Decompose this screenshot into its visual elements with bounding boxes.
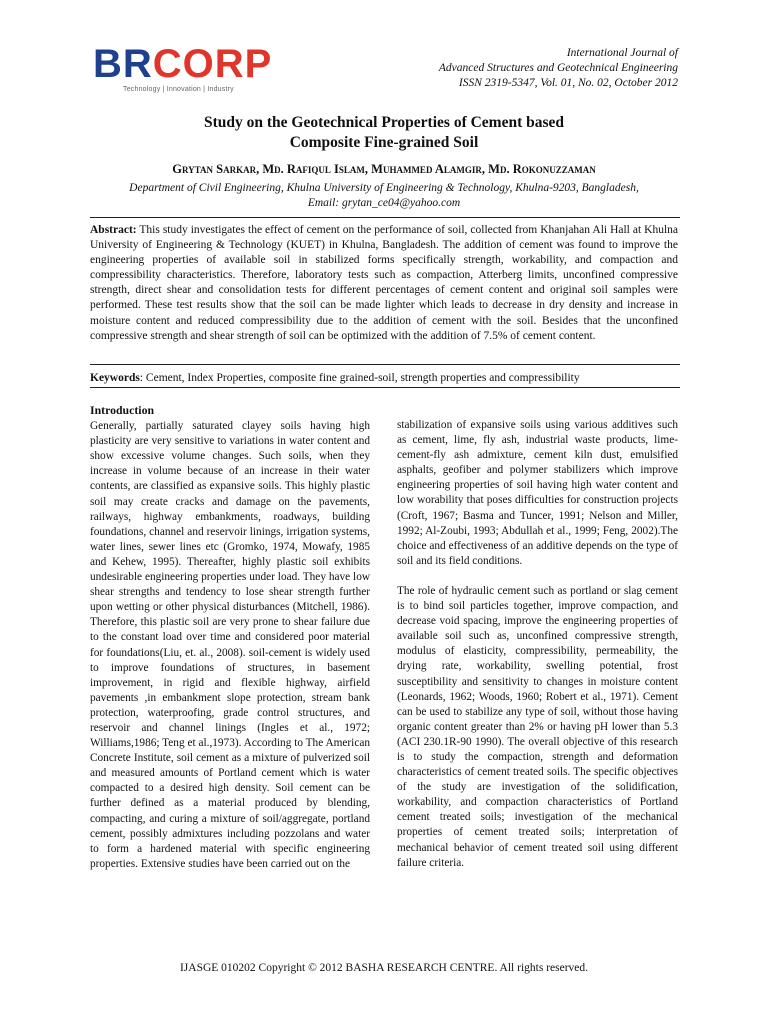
introduction-heading: Introduction	[90, 403, 155, 417]
right-column	[397, 418, 678, 871]
abstract-label: Abstract:	[90, 224, 137, 236]
title-line2: Composite Fine-grained Soil	[289, 134, 479, 151]
abstract-text: This study investigates the effect of cement on the performance of soil, collected from Khanjahan Ali Hall at Khulna University of Engineering & Technology (KUET) in Khulna, Bangladesh. The addition of cement was found to improve the engineering properties of available soil in stabilized forms specifically strength, workability, and compaction and compressibility characteristics. Therefore, laboratory tests such as compaction, Atterberg limits, unconfined compressive strength, direct shear and consolidation tests for different percentages of cement content and original soil samples were performed. These test results show that the soil can be made lighter which leads to decrease in dry density and increase in moisture content and reduced compressibility due to the addition of cement with the soil. Besides that the unconfined compressive strength and shear strength of soil can be optimized with the addition of 7.5% of cement content.	[90, 224, 678, 342]
keywords-text: : Cement, Index Properties, composite fine grained-soil, strength properties and compressibility	[139, 372, 580, 384]
logo-corp: CORP	[152, 42, 273, 86]
divider-middle	[90, 364, 680, 365]
intro-paragraph-right-2: The role of hydraulic cement such as portland or slag cement is to bind soil particles together, improve compaction, and decrease void spacing, improve the engineering properties of available soil such as, unconfined compressive strength, modulus of elasticity, compressibility, permeability, the drying rate, workability, swelling potential, frost susceptibility and sensitivity to changes in moisture content (Leonards, 1962; Woods, 1960; Robert et al., 1971). Cement can be used to stabilize any type of soil, without those having organic content greater than 2% or having pH lower than 5.3 (ACI 230.1R-90 1990). The overall objective of this research is to study the compaction, strength and deformation characteristics of cement treated soils. The specific objectives of the study are investigation of the solidification, workability, and compaction characteristics of Portland cement treated soils; investigation of the mechanical properties of cement treated soils; interpretation of mechanical behavior of cement treated soil using different failure criteria.	[397, 584, 678, 869]
email: Email: grytan_ce04@yahoo.com	[307, 197, 461, 209]
publisher-logo	[93, 44, 303, 93]
abstract	[90, 223, 678, 344]
page-footer: IJASGE 010202 Copyright © 2012 BASHA RESEARCH CENTRE. All rights reserved.	[179, 962, 589, 974]
divider-bottom	[90, 387, 680, 388]
logo-tagline: Technology | Innovation | Industry	[123, 86, 234, 93]
logo-wordmark	[93, 44, 303, 84]
logo-br: BR	[93, 42, 153, 86]
journal-issue: ISSN 2319-5347, Vol. 01, No. 02, October 2012	[458, 77, 678, 89]
intro-paragraph-right-1: stabilization of expansive soils using various additives such as cement, lime, fly ash, industrial waste products, lime-cement-fly ash admixture, cement kiln dust, emulsified asphalts, geofiber and polymer stabilizers which improve engineering properties of soil having high water content and low worability that poses difficulties for construction projects (Croft, 1967; Basma and Tuncer, 1991; Nelson and Miller, 1992; Al-Zoubi, 1993; Abdullah et al., 1999; Feng, 2002).The choice and effectiveness of an additive depends on the type of soil and its field conditions.	[397, 419, 678, 567]
authors: Grytan Sarkar, Md. Rafiqul Islam, Muhammed Alamgir, Md. Rokonuzzaman	[172, 162, 596, 176]
divider-top	[90, 217, 680, 218]
affiliation-block	[0, 181, 768, 211]
left-column	[90, 403, 370, 872]
keywords	[90, 371, 680, 386]
intro-paragraph-left: Generally, partially saturated clayey soils having high plasticity are very sensitive to variations in water content and show excessive volume changes. Such soils, when they increase in volume because of an increase in their water contents, are classified as expansive soils. This highly plastic soil may create cracks and damage on the pavements, railways, highway embankments, roadways, building foundations, channel and reservoir linings, irrigation systems, water lines, sewer lines etc (Gromko, 1974, Mowafy, 1985 and Kehew, 1995). Thereafter, highly plastic soil exhibits undesirable engineering properties under load. They have low shear strengths and tendency to lose shear strength further upon wetting or other physical disturbances (Mitchell, 1986). Therefore, this plastic soil are very prone to shear failure due to the constant load over time and considered poor material for foundations(Liu, et. al., 2008). soil-cement is widely used to improve foundations of structures, in basement improvement, in rigid and flexible highway, airfield pavements ,in embankment slope protection, stream bank protection, waterproofing, grade control structures, and reservoir and channel linings (Ingles et al., 1972; Williams,1986; Teng et al.,1973). According to The American Concrete Institute, soil cement as a mixture of pulverized soil and measured amounts of Portland cement which is water compacted to a desired high density. Soil cement can be further defined as a material produced by blending, compacting, and curing a mixture of soil/aggregate, portland cement, possibly admixtures including pozzolans and water to form a hardened material with specific engineering properties. Extensive studies have been carried out on the	[90, 420, 370, 870]
journal-name-line2: Advanced Structures and Geotechnical Engineering	[438, 62, 678, 74]
journal-name-line1: International Journal of	[566, 47, 678, 59]
journal-info	[439, 46, 678, 91]
keywords-label: Keywords	[90, 372, 140, 384]
paper-title	[0, 113, 768, 153]
title-line1: Study on the Geotechnical Properties of Cement based	[203, 114, 565, 131]
affiliation: Department of Civil Engineering, Khulna University of Engineering & Technology, Khulna-9203, Bangladesh,	[129, 182, 639, 194]
